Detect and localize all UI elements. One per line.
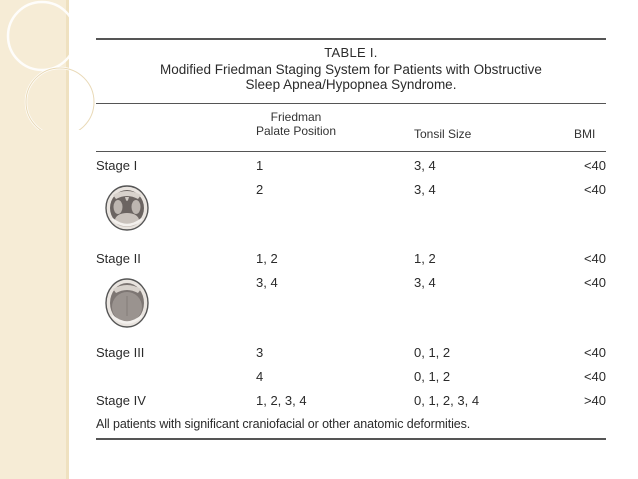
- open-mouth-tongue-icon: [104, 276, 150, 330]
- row-5-tonsil: 0, 1, 2: [414, 345, 451, 360]
- row-4-palate: 3, 4: [256, 275, 278, 290]
- row-6-palate: 4: [256, 369, 264, 384]
- table-footnote: All patients with significant craniofacial or other anatomic deformities.: [96, 417, 471, 431]
- row-7-stage: Stage IV: [96, 393, 146, 408]
- table-subtitle: [96, 62, 606, 92]
- column-header-palate-line-1: Friedman: [270, 110, 322, 124]
- row-1-bmi: <40: [583, 158, 606, 173]
- table-top-rule: [96, 38, 606, 40]
- row-3-bmi: <40: [583, 251, 606, 266]
- table-document: [96, 0, 606, 479]
- row-4-bmi: <40: [583, 275, 606, 290]
- row-7-palate: 1, 2, 3, 4: [256, 393, 307, 408]
- row-5-palate: 3: [256, 345, 264, 360]
- row-1-palate: 1: [256, 158, 264, 173]
- row-2-palate: 2: [256, 182, 264, 197]
- row-5-stage: Stage III: [96, 345, 145, 360]
- row-3-stage: Stage II: [96, 251, 141, 266]
- row-5-bmi: <40: [583, 345, 606, 360]
- row-2-bmi: <40: [583, 182, 606, 197]
- row-1-stage: Stage I: [96, 158, 138, 173]
- table-title: TABLE I.: [324, 45, 378, 60]
- table-caption-rule: [96, 103, 606, 104]
- row-3-tonsil: 1, 2: [414, 251, 436, 266]
- table-subtitle-line-1: Modified Friedman Staging System for Patients with Obstructive: [160, 62, 542, 77]
- row-1-tonsil: 3, 4: [414, 158, 436, 173]
- row-7-bmi: >40: [583, 393, 606, 408]
- row-3-palate: 1, 2: [256, 251, 278, 266]
- table-header-rule: [96, 151, 606, 152]
- table-subtitle-line-2: Sleep Apnea/Hypopnea Syndrome.: [245, 77, 457, 92]
- column-header-palate-line-2: Palate Position: [255, 124, 337, 138]
- row-6-bmi: <40: [583, 369, 606, 384]
- column-header-bmi: BMI: [574, 127, 596, 141]
- row-2-tonsil: 3, 4: [414, 182, 436, 197]
- row-4-tonsil: 3, 4: [414, 275, 436, 290]
- open-mouth-tonsils-visible-icon: [104, 183, 150, 233]
- table-bottom-rule: [96, 438, 606, 440]
- row-6-tonsil: 0, 1, 2: [414, 369, 451, 384]
- column-header-tonsil: Tonsil Size: [414, 127, 472, 141]
- column-header-palate: [230, 110, 362, 138]
- row-7-tonsil: 0, 1, 2, 3, 4: [414, 393, 480, 408]
